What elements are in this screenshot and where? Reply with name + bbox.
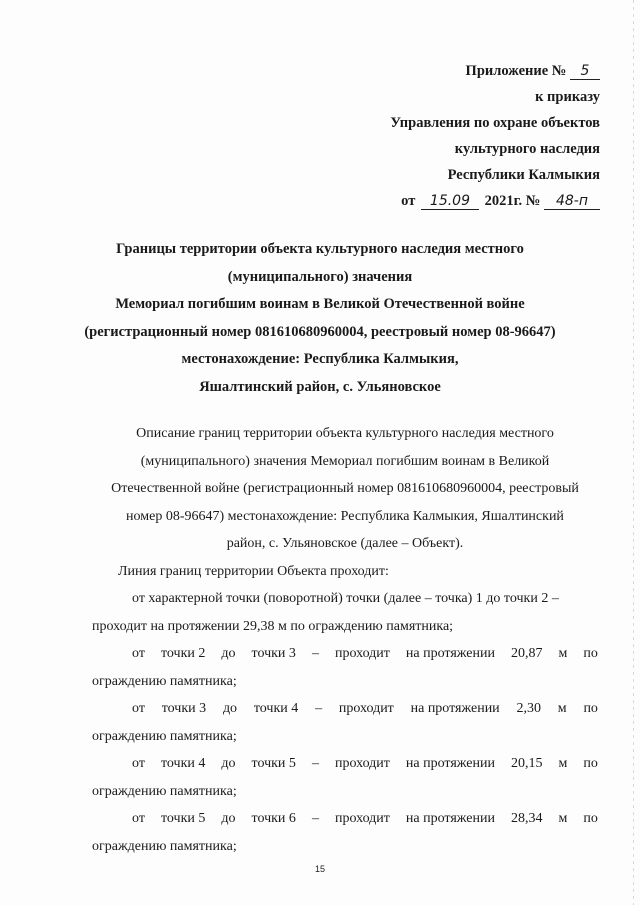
segment-to: до [221,756,236,771]
segment-from: от [132,811,145,826]
segment-along: на протяжении [405,756,495,771]
segment-by: по [583,646,598,661]
segment-along: на протяжении [410,701,500,716]
segment-unit: м [558,811,568,826]
segment-length: 20,87 [511,646,543,661]
segment-from: от [132,646,145,661]
segment-verb: проходит [334,756,390,771]
boundary-first-line: от характерной точки (поворотной) точки (далее – точка) 1 до точки 2 – [132,591,559,606]
segment-cont: ограждению памятника; [92,783,237,799]
segment-by: по [583,811,598,826]
segment-by: по [583,701,598,716]
segment-along: на протяжении [405,811,495,826]
segment-by: по [583,756,598,771]
title-line-5: местонахождение: Республика Калмыкия, [181,351,459,367]
appendix-line-4: культурного наследия [454,141,600,157]
appendix-year: 2021г. № [484,193,541,209]
segment-cont: ограждению памятника; [92,728,237,744]
segment-dash: – [311,646,319,661]
segment-from: от [132,701,145,716]
page-number: 15 [314,864,325,874]
appendix-from: от [401,193,416,209]
segment-to: до [221,646,236,661]
appendix-line-1 [390,58,600,84]
scan-edge-artifact [633,0,634,905]
appendix-prefix: Приложение № [465,63,567,79]
segment-point-start: точки 3 [161,701,207,716]
boundary-segment [92,640,598,695]
segment-line [92,805,598,833]
segment-from: от [132,756,145,771]
document-body [92,420,598,860]
title-line-1: Границы территории объекта культурного наследия местного [116,241,524,257]
description-line-5: район, с. Ульяновское (далее – Объект). [226,536,464,551]
segment-cont: ограждению памятника; [92,673,237,689]
segment-point-start: точки 2 [160,646,206,661]
segment-line [92,695,598,723]
segment-verb: проходит [334,811,390,826]
boundary-segment [92,805,598,860]
appendix-line-3: Управления по охране объектов [390,115,600,131]
boundary-segment [92,695,598,750]
segment-line [92,640,598,668]
description-line-4: номер 08-96647) местонахождение: Республика Калмыкия, Яшалтинский [126,508,564,524]
segment-unit: м [557,701,567,716]
description-line-1: Описание границ территории объекта культурного наследия местного [136,426,554,441]
segment-verb: проходит [338,701,394,716]
segment-point-end: точки 4 [253,701,299,716]
title-line-3: Мемориал погибшим воинам в Великой Отечественной войне [115,296,525,312]
segment-point-end: точки 3 [251,646,296,661]
segment-to: до [222,701,238,716]
description-paragraph [92,420,598,558]
title-line-6: Яшалтинский район, с. Ульяновское [199,378,441,395]
appendix-line-2: к приказу [535,89,600,105]
segment-unit: м [558,646,568,661]
segment-cont: ограждению памятника; [92,838,237,854]
segment-length: 28,34 [511,811,543,826]
description-line-3: Отечественной войне (регистрационный номер 081610680960004, реестровый [111,481,579,496]
boundary-intro: Линия границ территории Объекта проходит: [118,563,389,579]
segment-length: 2,30 [516,701,541,716]
document-title [0,236,640,401]
title-line-2: (муниципального) значения [227,268,413,285]
segment-unit: м [558,756,568,771]
description-line-2: (муниципального) значения Мемориал погибшим воинам в Великой [140,453,550,469]
segment-length: 20,15 [511,756,543,771]
appendix-line-5: Республики Калмыкия [447,167,600,183]
segment-point-end: точки 6 [251,811,296,826]
segment-along: на протяжении [405,646,495,661]
title-line-4: (регистрационный номер 081610680960004, реестровый номер 08-96647) [84,323,556,340]
boundary-segment [92,750,598,805]
segment-verb: проходит [334,646,390,661]
segment-dash: – [311,756,319,771]
segment-point-end: точки 5 [251,756,296,771]
appendix-order-number-handwritten: 48-п [544,193,600,210]
appendix-date-handwritten: 15.09 [421,193,479,210]
segment-to: до [221,811,236,826]
segment-dash: – [311,811,319,826]
appendix-number-handwritten: 5 [570,63,600,80]
appendix-line-6 [390,188,600,214]
boundary-first-cont: проходит на протяжении 29,38 м по ограждению памятника; [92,618,454,634]
segment-point-start: точки 4 [160,756,206,771]
segment-line [92,750,598,778]
segment-point-start: точки 5 [160,811,206,826]
segment-dash: – [315,701,323,716]
appendix-header [390,58,600,214]
